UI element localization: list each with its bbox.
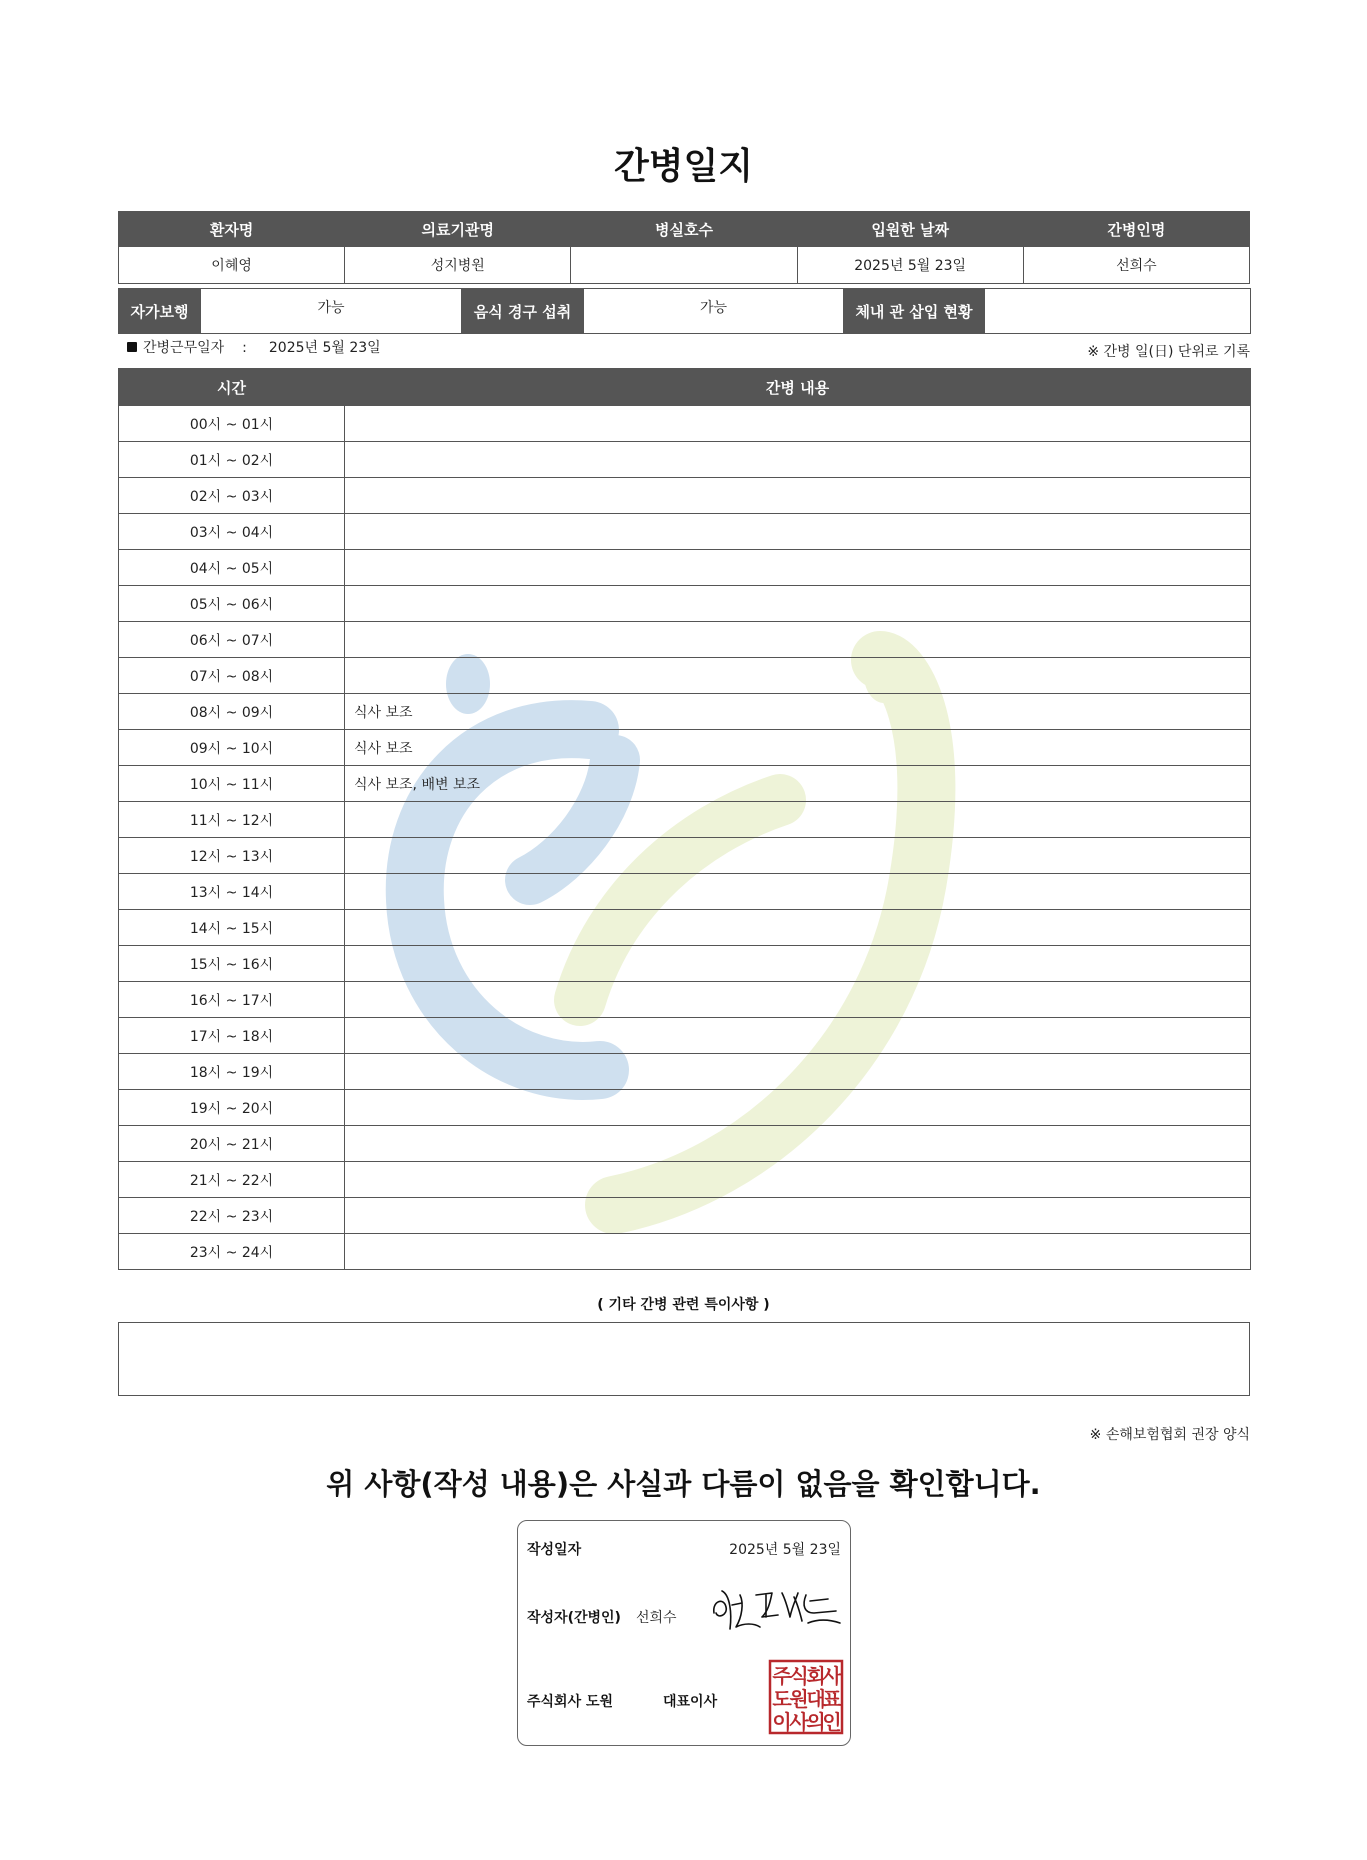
page-title: 간병일지 <box>613 146 754 187</box>
table-row <box>119 1018 1251 1054</box>
self-walk-label: 자가보행 <box>119 289 201 334</box>
care-content-cell[interactable]: 식사 보조, 배변 보조 <box>345 766 1251 802</box>
care-content-cell[interactable] <box>345 442 1251 478</box>
tube-insertion-label: 체내 관 삽입 현황 <box>844 289 985 334</box>
care-content-cell[interactable] <box>345 550 1251 586</box>
work-date-line <box>127 337 381 357</box>
time-slot-cell: 22시 ~ 23시 <box>119 1198 345 1234</box>
table-row <box>119 874 1251 910</box>
svg-text:의: 의 <box>806 1710 826 1734</box>
writer-name[interactable]: 선희수 <box>636 1610 677 1626</box>
tube-insertion-field[interactable] <box>985 289 1251 334</box>
table-row <box>119 982 1251 1018</box>
table-row <box>119 658 1251 694</box>
table-row <box>119 622 1251 658</box>
svg-text:사: 사 <box>822 1664 842 1688</box>
confirmation-statement: 위 사항(작성 내용)은 사실과 다름이 없음을 확인합니다. <box>326 1467 1041 1501</box>
care-content-cell[interactable] <box>345 1234 1251 1270</box>
table-row <box>119 766 1251 802</box>
time-slot-cell: 04시 ~ 05시 <box>119 550 345 586</box>
time-slot-cell: 10시 ~ 11시 <box>119 766 345 802</box>
hospital-name-field[interactable]: 성지병원 <box>345 247 571 284</box>
signature-box <box>517 1520 851 1746</box>
care-content-cell[interactable] <box>345 622 1251 658</box>
svg-text:표: 표 <box>822 1687 842 1711</box>
care-content-cell[interactable] <box>345 514 1251 550</box>
care-content-cell[interactable] <box>345 478 1251 514</box>
time-slot-cell: 15시 ~ 16시 <box>119 946 345 982</box>
patient-info-table <box>118 211 1250 284</box>
table-row <box>119 694 1251 730</box>
oral-intake-label: 음식 경구 섭취 <box>462 289 584 334</box>
sign-date-value[interactable]: 2025년 5월 23일 <box>729 1542 841 1558</box>
table-row <box>119 946 1251 982</box>
svg-text:사: 사 <box>789 1710 809 1734</box>
time-slot-cell: 19시 ~ 20시 <box>119 1090 345 1126</box>
company-name: 주식회사 도원 <box>527 1694 614 1710</box>
admission-date-field[interactable]: 2025년 5월 23일 <box>797 247 1023 284</box>
etc-notes-title: ( 기타 간병 관련 특이사항 ) <box>597 1297 770 1313</box>
svg-text:도: 도 <box>772 1687 792 1711</box>
table-row <box>119 478 1251 514</box>
patient-status-table <box>118 288 1251 334</box>
table-row <box>119 550 1251 586</box>
self-walk-field[interactable]: 가능 <box>201 289 462 334</box>
care-content-cell[interactable] <box>345 946 1251 982</box>
header-hospital-name: 의료기관명 <box>345 212 571 247</box>
svg-text:원: 원 <box>789 1687 809 1711</box>
square-bullet-icon <box>127 342 137 352</box>
time-slot-cell: 01시 ~ 02시 <box>119 442 345 478</box>
table-row <box>119 406 1251 442</box>
svg-text:인: 인 <box>822 1710 842 1734</box>
care-content-cell[interactable] <box>345 1018 1251 1054</box>
table-row <box>119 442 1251 478</box>
time-slot-cell: 05시 ~ 06시 <box>119 586 345 622</box>
svg-text:대: 대 <box>806 1687 826 1711</box>
header-patient-name: 환자명 <box>119 212 345 247</box>
care-content-cell[interactable]: 식사 보조 <box>345 730 1251 766</box>
company-seal-stamp <box>768 1659 844 1735</box>
care-content-cell[interactable] <box>345 1162 1251 1198</box>
care-content-cell[interactable] <box>345 982 1251 1018</box>
svg-text:식: 식 <box>789 1664 809 1688</box>
header-care-content: 간병 내용 <box>345 369 1251 406</box>
time-slot-cell: 13시 ~ 14시 <box>119 874 345 910</box>
work-date-colon: : <box>242 340 247 356</box>
time-slot-cell: 06시 ~ 07시 <box>119 622 345 658</box>
etc-notes-field[interactable] <box>118 1322 1250 1396</box>
header-admission-date: 입원한 날짜 <box>797 212 1023 247</box>
time-slot-cell: 07시 ~ 08시 <box>119 658 345 694</box>
care-content-cell[interactable] <box>345 874 1251 910</box>
room-number-field[interactable] <box>571 247 797 284</box>
time-slot-cell: 08시 ~ 09시 <box>119 694 345 730</box>
form-recommendation-note: ※ 손해보험협회 권장 양식 <box>1089 1427 1250 1443</box>
table-row <box>119 1054 1251 1090</box>
care-content-cell[interactable]: 식사 보조 <box>345 694 1251 730</box>
time-slot-cell: 00시 ~ 01시 <box>119 406 345 442</box>
time-slot-cell: 20시 ~ 21시 <box>119 1126 345 1162</box>
oral-intake-field[interactable]: 가능 <box>584 289 844 334</box>
time-slot-cell: 14시 ~ 15시 <box>119 910 345 946</box>
table-row <box>119 1198 1251 1234</box>
table-row <box>119 910 1251 946</box>
care-content-cell[interactable] <box>345 1126 1251 1162</box>
table-row <box>119 838 1251 874</box>
svg-text:회: 회 <box>806 1664 826 1688</box>
time-slot-cell: 12시 ~ 13시 <box>119 838 345 874</box>
work-date-value[interactable]: 2025년 5월 23일 <box>268 340 381 356</box>
svg-text:이: 이 <box>772 1710 792 1734</box>
table-row <box>119 1234 1251 1270</box>
time-slot-cell: 23시 ~ 24시 <box>119 1234 345 1270</box>
care-content-cell[interactable] <box>345 1198 1251 1234</box>
table-row <box>119 1090 1251 1126</box>
care-content-cell[interactable] <box>345 1090 1251 1126</box>
header-time: 시간 <box>119 369 345 406</box>
header-room-number: 병실호수 <box>571 212 797 247</box>
care-log-table <box>118 368 1251 1270</box>
care-content-cell[interactable] <box>345 1054 1251 1090</box>
time-slot-cell: 09시 ~ 10시 <box>119 730 345 766</box>
header-caregiver-name: 간병인명 <box>1023 212 1249 247</box>
care-content-cell[interactable] <box>345 406 1251 442</box>
ceo-label: 대표이사 <box>663 1694 718 1710</box>
time-slot-cell: 11시 ~ 12시 <box>119 802 345 838</box>
patient-name-field[interactable]: 이혜영 <box>119 247 345 284</box>
care-content-cell[interactable] <box>345 658 1251 694</box>
time-slot-cell: 16시 ~ 17시 <box>119 982 345 1018</box>
sign-date-label: 작성일자 <box>527 1542 582 1558</box>
caregiver-name-field[interactable]: 선희수 <box>1023 247 1249 284</box>
table-row <box>119 1162 1251 1198</box>
table-row <box>119 586 1251 622</box>
handwritten-signature <box>710 1583 842 1635</box>
time-slot-cell: 18시 ~ 19시 <box>119 1054 345 1090</box>
time-slot-cell: 02시 ~ 03시 <box>119 478 345 514</box>
work-date-label: 간병근무일자 <box>143 340 225 356</box>
table-row <box>119 514 1251 550</box>
time-slot-cell: 03시 ~ 04시 <box>119 514 345 550</box>
care-content-cell[interactable] <box>345 802 1251 838</box>
writer-label: 작성자(간병인) <box>527 1610 621 1626</box>
care-content-cell[interactable] <box>345 586 1251 622</box>
table-row <box>119 802 1251 838</box>
table-row <box>119 1126 1251 1162</box>
table-row <box>119 730 1251 766</box>
unit-note: ※ 간병 일(日) 단위로 기록 <box>1087 344 1250 360</box>
svg-text:주: 주 <box>772 1664 792 1688</box>
time-slot-cell: 17시 ~ 18시 <box>119 1018 345 1054</box>
care-content-cell[interactable] <box>345 838 1251 874</box>
care-content-cell[interactable] <box>345 910 1251 946</box>
time-slot-cell: 21시 ~ 22시 <box>119 1162 345 1198</box>
